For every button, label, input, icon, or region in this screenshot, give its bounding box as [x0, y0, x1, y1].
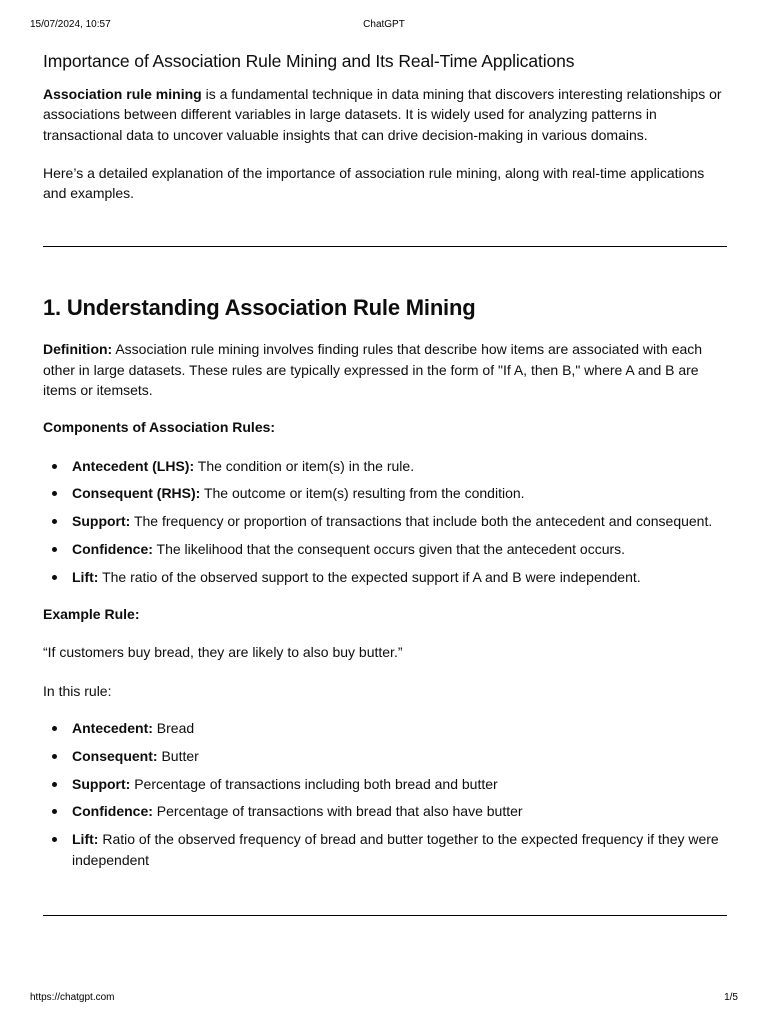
- bullet-icon: [52, 809, 57, 814]
- intro-bold-term: Association rule mining: [43, 86, 202, 102]
- section-divider: [43, 915, 727, 916]
- definition-label: Definition:: [43, 341, 113, 358]
- bullet-icon: [52, 519, 57, 524]
- bullet-icon: [52, 782, 57, 787]
- example-quote: “If customers buy bread, they are likely to also buy butter.”: [43, 644, 403, 661]
- definition-text: Association rule mining involves finding rules that describe how items are associated with each other in large datasets. These rules are typically expressed in the form of "If A, then B," where A and B are items or itemsets.: [43, 341, 703, 399]
- print-url[interactable]: https://chatgpt.com: [30, 992, 115, 1003]
- list-item: Support: The frequency or proportion of transactions that include both the antecedent and consequent.: [43, 511, 727, 531]
- components-list: [43, 456, 727, 587]
- print-header: [0, 19, 768, 33]
- intro-text: is a fundamental technique in data mining that discovers interesting relationships or associations between different variables in large datasets. It is widely used for analyzing patterns in transactional data to uncover valuable insights that can drive decision-making in various domains.: [43, 86, 722, 143]
- list-item: Confidence: Percentage of transactions with bread that also have butter: [43, 801, 727, 821]
- section-heading: 1. Understanding Association Rule Mining: [43, 295, 476, 321]
- list-item: Lift: Ratio of the observed frequency of bread and butter together to the expected frequency if they were independent: [43, 829, 727, 870]
- example-rule-heading: Example Rule:: [43, 606, 140, 623]
- list-item: Confidence: The likelihood that the consequent occurs given that the antecedent occurs.: [43, 539, 727, 559]
- list-item: Consequent: Butter: [43, 746, 727, 766]
- example-items-list: [43, 718, 727, 870]
- bullet-icon: [52, 726, 57, 731]
- definition-paragraph: [43, 339, 727, 400]
- print-datetime: 15/07/2024, 10:57: [30, 19, 111, 30]
- in-this-rule-text: In this rule:: [43, 682, 112, 699]
- bullet-icon: [52, 575, 57, 580]
- bullet-icon: [52, 491, 57, 496]
- list-item: Antecedent (LHS): The condition or item(s) in the rule.: [43, 456, 727, 476]
- list-item: Antecedent: Bread: [43, 718, 727, 738]
- print-footer: [0, 992, 768, 1006]
- list-item: Support: Percentage of transactions including both bread and butter: [43, 774, 727, 794]
- intro-paragraph: [43, 84, 727, 145]
- bullet-icon: [52, 754, 57, 759]
- list-item: Lift: The ratio of the observed support to the expected support if A and B were independent.: [43, 567, 727, 587]
- bullet-icon: [52, 837, 57, 842]
- intro-paragraph-2: Here’s a detailed explanation of the importance of association rule mining, along with real-time applications and examples.: [43, 164, 705, 202]
- bullet-icon: [52, 547, 57, 552]
- document-title: Importance of Association Rule Mining and Its Real-Time Applications: [43, 51, 575, 71]
- document-content: [43, 49, 727, 916]
- print-app-title: ChatGPT: [363, 19, 405, 30]
- page-number: 1/5: [724, 992, 738, 1003]
- section-divider: [43, 246, 727, 247]
- list-item: Consequent (RHS): The outcome or item(s) resulting from the condition.: [43, 483, 727, 503]
- bullet-icon: [52, 464, 57, 469]
- components-heading: Components of Association Rules:: [43, 419, 276, 436]
